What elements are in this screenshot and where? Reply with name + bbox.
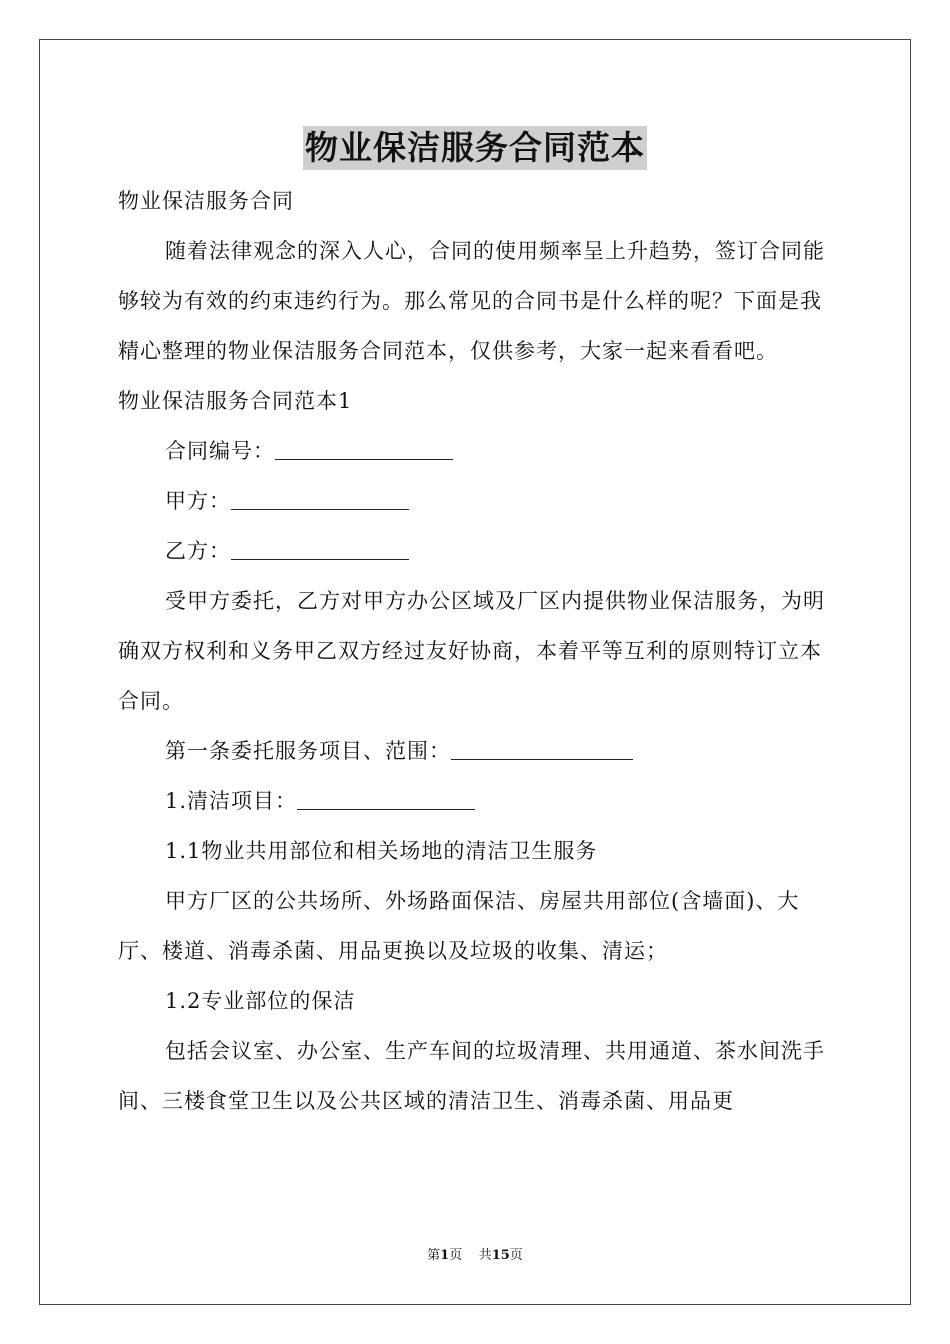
- item-1-2-description: 包括会议室、办公室、生产车间的垃圾清理、共用通道、茶水间洗手间、三楼食堂卫生以及公共区域的清洁卫生、消毒杀菌、用品更: [118, 1039, 825, 1113]
- party-a-label: 甲方：: [165, 489, 231, 513]
- total-prefix: 共: [478, 1248, 492, 1263]
- party-b-line: [118, 526, 834, 576]
- item-1-1-heading: 1.1物业共用部位和相关场地的清洁卫生服务: [165, 839, 598, 863]
- document-title: 物业保洁服务合同范本: [303, 126, 647, 170]
- title-wrap: [0, 126, 950, 170]
- article-1-line: [118, 726, 834, 776]
- item-1-2-heading: 1.2专业部位的保洁: [165, 989, 356, 1013]
- party-b-blank: [231, 539, 409, 560]
- section-heading: 物业保洁服务合同范本1: [118, 389, 353, 413]
- contract-number-blank: [275, 439, 453, 460]
- page-footer: [0, 1247, 950, 1265]
- contract-number-line: [118, 426, 834, 476]
- page-prefix: 第: [427, 1248, 441, 1263]
- party-a-line: [118, 476, 834, 526]
- party-a-blank: [231, 489, 409, 510]
- document-body: [118, 176, 834, 1126]
- page-unit: 页: [449, 1248, 463, 1263]
- current-page-number: 1: [440, 1248, 450, 1263]
- document-subtitle: 物业保洁服务合同: [118, 189, 294, 213]
- total-page-count: 15: [491, 1248, 510, 1263]
- party-b-label: 乙方：: [165, 539, 231, 563]
- item-1-line: [118, 776, 834, 826]
- item-1-label: 1.清洁项目：: [165, 789, 298, 813]
- item-1-blank: [297, 789, 475, 810]
- intro-paragraph: 随着法律观念的深入人心，合同的使用频率呈上升趋势，签订合同能够较为有效的约束违约行为。那么常见的合同书是什么样的呢？下面是我精心整理的物业保洁服务合同范本，仅供参考，大家一起来看看吧。: [118, 239, 825, 363]
- entrust-paragraph: 受甲方委托，乙方对甲方办公区域及厂区内提供物业保洁服务，为明确双方权利和义务甲乙双方经过友好协商，本着平等互利的原则特订立本合同。: [118, 589, 825, 713]
- contract-number-label: 合同编号：: [165, 439, 275, 463]
- total-unit: 页: [509, 1248, 523, 1263]
- article-1-label: 第一条委托服务项目、范围：: [165, 739, 451, 763]
- article-1-blank: [451, 739, 633, 760]
- item-1-1-description: 甲方厂区的公共场所、外场路面保洁、房屋共用部位(含墙面)、大厅、楼道、消毒杀菌、用品更换以及垃圾的收集、清运；: [118, 889, 800, 963]
